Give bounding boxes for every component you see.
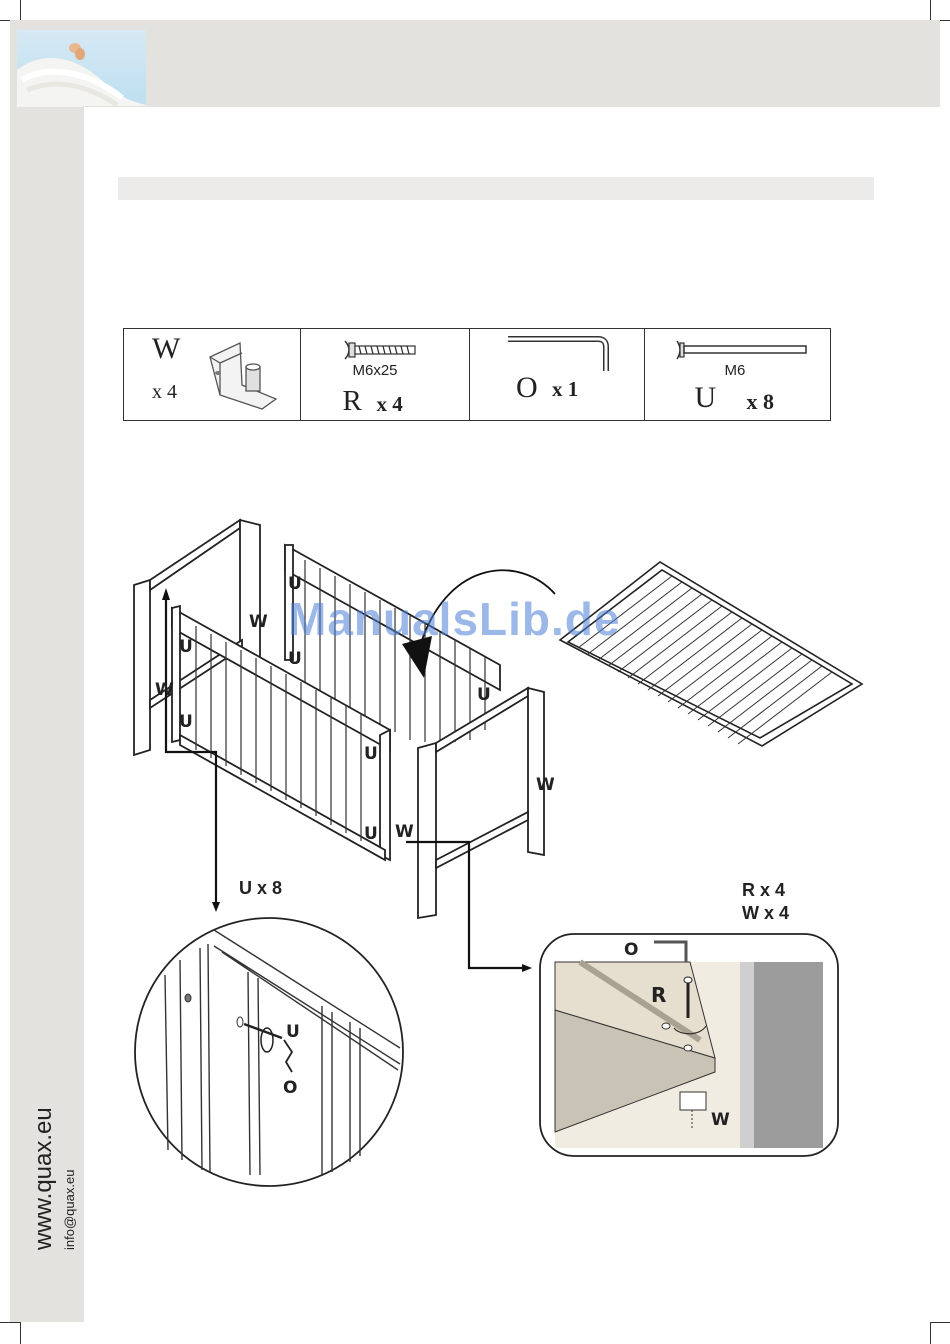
label-o: O bbox=[283, 1078, 298, 1098]
label-u: U bbox=[364, 744, 378, 764]
part-code: W bbox=[152, 332, 181, 365]
label-u: U bbox=[364, 824, 378, 844]
label-w: W bbox=[155, 680, 174, 700]
label-w: W bbox=[536, 775, 555, 795]
part-code: O bbox=[516, 371, 538, 404]
part-size: M6 bbox=[724, 362, 746, 379]
detail-right-caption-1: R x 4 bbox=[742, 880, 786, 900]
label-u: U bbox=[286, 1022, 300, 1042]
label-w: W bbox=[711, 1110, 730, 1130]
label-o: O bbox=[624, 940, 639, 960]
label-w: W bbox=[249, 612, 268, 632]
part-qty: x 4 bbox=[152, 381, 177, 403]
label-w: W bbox=[395, 822, 414, 842]
label-u: U bbox=[179, 637, 193, 657]
part-code: U bbox=[694, 381, 717, 414]
label-r: R bbox=[651, 983, 667, 1007]
detail-right-caption-2: W x 4 bbox=[742, 903, 790, 923]
label-u: U bbox=[288, 649, 302, 669]
part-code: R bbox=[342, 385, 362, 417]
part-qty: x 8 bbox=[746, 389, 775, 414]
label-u: U bbox=[288, 574, 302, 594]
label-u: U bbox=[179, 712, 193, 732]
detail-left-caption: U x 8 bbox=[239, 878, 283, 898]
part-qty: x 1 bbox=[552, 377, 579, 401]
part-size: M6x25 bbox=[352, 362, 398, 379]
part-qty: x 4 bbox=[376, 392, 403, 416]
email-link[interactable]: info@quax.eu bbox=[62, 1169, 77, 1250]
label-u: U bbox=[477, 685, 491, 705]
website-link[interactable]: www.quax.eu bbox=[30, 1107, 57, 1250]
watermark: ManualsLib.de bbox=[288, 593, 621, 645]
